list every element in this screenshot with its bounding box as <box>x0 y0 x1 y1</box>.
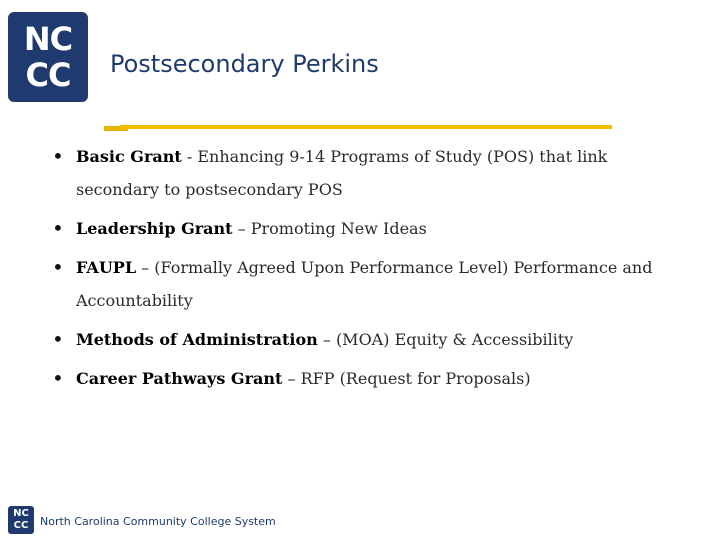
bullet-faupl <box>48 251 668 317</box>
bullet-basic-grant <box>48 140 668 206</box>
footer-text: North Carolina Community College System <box>40 515 276 528</box>
bullet-separator: – <box>136 258 155 277</box>
bullet-description: Promoting New Ideas <box>250 219 427 238</box>
slide-title: Postsecondary Perkins <box>110 50 379 78</box>
footer-logo-line-1: NC <box>13 508 29 519</box>
bullet-term: Career Pathways Grant <box>76 369 283 388</box>
title-rule <box>120 125 612 129</box>
bullet-separator: – <box>232 219 251 238</box>
bullet-separator: – <box>317 330 336 349</box>
bullet-term: Leadership Grant <box>76 219 233 238</box>
bullet-dot-icon: • <box>52 144 64 168</box>
logo-line-2: CC <box>25 56 71 94</box>
bullet-description: Enhancing 9-14 Programs of Study (POS) that link secondary to postsecondary POS <box>76 147 608 199</box>
footer-logo <box>8 506 34 534</box>
footer-logo-line-2: CC <box>13 520 29 531</box>
bullet-term: Methods of Administration <box>76 330 318 349</box>
bullet-career-pathways-grant <box>48 362 668 395</box>
bullet-description: RFP (Request for Proposals) <box>300 369 531 388</box>
bullet-dot-icon: • <box>52 216 64 240</box>
bullet-description: (Formally Agreed Upon Performance Level) Performance and Accountability <box>76 258 653 310</box>
bullet-term: Basic Grant <box>76 147 182 166</box>
bullet-methods-of-administration <box>48 323 668 356</box>
bullet-term: FAUPL <box>76 258 137 277</box>
bullet-dot-icon: • <box>52 255 64 279</box>
logo-line-1: NC <box>23 20 73 58</box>
bullet-dot-icon: • <box>52 366 64 390</box>
bullet-separator: - <box>181 147 198 166</box>
bullet-description: (MOA) Equity & Accessibility <box>335 330 574 349</box>
bullet-separator: – <box>282 369 301 388</box>
bullet-list <box>48 140 668 401</box>
bullet-leadership-grant <box>48 212 668 245</box>
bullet-dot-icon: • <box>52 327 64 351</box>
nccc-logo <box>8 12 88 102</box>
